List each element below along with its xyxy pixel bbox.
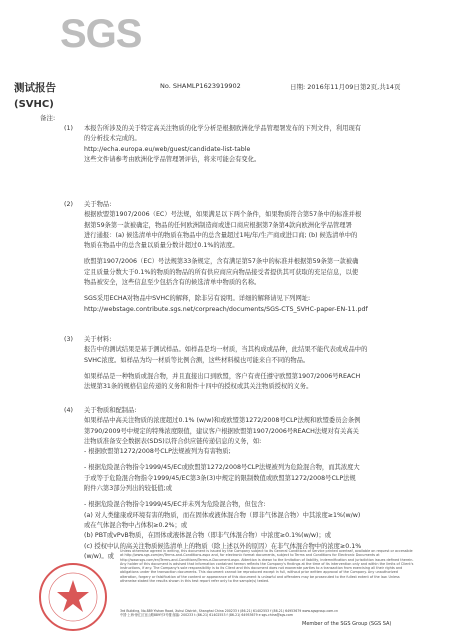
- section-1-line: 的分析技术完成的。: [84, 135, 141, 143]
- section-1-line: 这些文件请参考由欧洲化学品管理署评估，将来可能会有变化。: [84, 155, 261, 163]
- section-4-line: - 根据欧盟第1272/2008号CLP法规被列为有害物质;: [84, 448, 231, 456]
- section-1-line: 本报告所涉及的关于特定高关注物质的化学分析是根据欧洲化学品管理署发布的下列文件，利用现有: [84, 125, 362, 132]
- section-4-line: (w/w)。或: [84, 552, 114, 560]
- section-4-line: 注物质准备安全数据表(SDS)以符合供应链传递信息的义务，如:: [84, 437, 262, 445]
- report-title: 测试报告: [14, 82, 56, 94]
- section-2-line: 欧盟第1907/2006（EC）号法规第33条规定，含有满足第57条中的标准并根据第59条第一款被确: [84, 258, 359, 266]
- section-4-line: 如果样品中高关注物质的浓度超过0.1% (w/w)和或欧盟第1272/2008号CLP法规和欧盟委员会条例: [84, 417, 361, 425]
- section-1-number: (1): [64, 125, 73, 132]
- section-2-line: 据第59条第一款被确定，物品的任何欧洲制造商或进口商应根据第7条第4款向欧洲化学品管理署: [84, 221, 352, 229]
- report-number: No. SHAMLP1623919902: [160, 82, 241, 90]
- section-4-heading: 关于物质和配制品:: [84, 407, 137, 414]
- section-4-line: 于或等于危险混合物指令1999/45/EC第3条(3)中规定的限制数值或欧盟第1272/2008号CLP法规: [84, 474, 356, 482]
- section-2-line: 根据欧盟第1907/2006（EC）号法规，如果满足以下两个条件，如果物质符合第57条中的标准并根: [84, 211, 362, 219]
- section-3-line: SVHC浓度。如样品为均一材质等比例合测，这些材料模也可能来自不同的物品。: [84, 356, 310, 364]
- terms-fine-print: Unless otherwise agreed in writing, this document is issued by the Company subject to its General Conditions of Service printed overleaf, available on request or accessible at http://www.sgs.com/en/Terms-and-Conditions.aspx and, for electronic format documents, subject to Terms and Conditions for Electronic Documents at http://www.sgs.com/en/Terms-and-Conditions/Terms-e-Document.aspx. Attention is drawn to the limitation of liability, indemnification and jurisdiction issues defined therein. Any holder of this document is advised that information contained hereon reflects the Company's findings at the time of its intervention only and within the limits of Client's instructions, if any. The Company's sole responsibility is to its Client and this document does not exonerate parties to a transaction from exercising all their rights and obligations under the transaction documents. This document cannot be reproduced except in full, without prior written approval of the Company. Any unauthorized alteration, forgery or falsification of the content or appearance of this document is unlawful and offenders may be prosecuted to the fullest extent of the law. Unless otherwise stated the results shown in this test report refer only to the sample(s) tested.: [120, 549, 414, 584]
- section-4-line: 附件六第3部分列出的较低值;或: [84, 485, 172, 493]
- sgs-logo: SGS: [60, 12, 142, 56]
- section-4-line: - 根据危险混合物指令1999/45/EC并未列为危险混合物，但包含:: [84, 501, 266, 509]
- section-3-line: 法规第31条的规格信息传递的义务和附件十四中的授权或其关注物质授权的义务。: [84, 383, 313, 391]
- section-4-line: 或在气体混合物中占体积≥0.2%；或: [84, 521, 188, 529]
- section-2-line: 物质在物品中的总含量以质量分数计超过0.1%的浓度。: [84, 242, 239, 250]
- section-2-url[interactable]: http://webstage.contribute.sgs.net/corpreach/documents/SGS-CTS_SVHC-paper-EN-11.pdf: [84, 305, 368, 313]
- section-2-number: (2): [64, 201, 73, 208]
- company-address: [120, 609, 438, 617]
- section-3-line: 如果样品是一种物质或混合物，并且直接出口到欧盟，客户有责任遵守欧盟第1907/2006号REACH: [84, 372, 361, 380]
- section-2-line: 物品被安全，这些信息至少包括含有的候选清单中物质的名称。: [84, 279, 261, 287]
- remark-label: 备注:: [40, 114, 56, 122]
- address-english: 3rd Building, No.889 Yishan Road, Xuhui District, Shanghai China 200233 t (86-21) 61402553 f (86-21) 64953679 www.sgsgroup.com.cn: [120, 609, 339, 613]
- section-3-heading: 关于材料:: [84, 336, 112, 343]
- section-4-number: (4): [64, 407, 73, 414]
- section-2-line: 进行通报：(a) 候选清单中的物质在物品中的总含量超过1吨/年/生产商或进口商; (b) 候选清单中的: [84, 231, 358, 239]
- page-number: 第2页,共14页: [360, 83, 401, 91]
- section-2-line: 定且质量分数大于0.1%的物质的物品的所有供应商应向物品接受者提供其可获取的充足信息，以使: [84, 268, 359, 276]
- section-3-number: (3): [64, 336, 73, 343]
- section-4-line: 第790/2009号中规定的特殊浓度限值，建议客户根据欧盟第1907/2006号REACH法规对有关高关: [84, 427, 359, 435]
- section-2-heading: 关于物品:: [84, 201, 112, 208]
- section-4-line: (c) 授权中认的高关注物质候选清单上的物质（除上述以外的原因）在非气体混合物中的浓度≥0.1%: [84, 542, 362, 550]
- report-subtitle: (SVHC): [14, 99, 54, 110]
- section-2-line: SGS采用ECHA对物品中SVHC的解释，除非另有说明。详细的解释请见下列网址:: [84, 295, 311, 303]
- section-3: [84, 335, 418, 392]
- section-4: [84, 406, 418, 562]
- company-seal: [36, 560, 110, 634]
- section-4-line: (a) 对人类健康或环境有害的物质，而在固体或液体混合物（即非气体混合物）中其浓度≥1%(w/w): [84, 511, 361, 519]
- member-note: Member of the SGS Group (SGS SA): [302, 621, 392, 627]
- section-4-line: (b) PBT或vPvB物质，在固体或液体混合物（即非气体混合物）中浓度≥0.1%(w/w)；或: [84, 532, 332, 540]
- section-1: [84, 124, 418, 165]
- report-date: 日期: 2016年11月09日: [290, 83, 360, 91]
- address-chinese: 中国·上海·徐汇区宜山路889号3号楼 邮编: 200233 t (86-21) 61402553 f (86-21) 64953679 e sgs.china@sgs.com: [120, 613, 293, 617]
- section-1-url[interactable]: http://echa.europa.eu/web/guest/candidate-list-table: [84, 145, 251, 153]
- section-4-line: - 根据危险混合物指令1999/45/EC或欧盟第1272/2008号CLP法规被列为危险混合物，而其浓度大: [84, 464, 360, 472]
- section-3-line: 报告中的测试结果是基于测试样品。如样品是均一材质，当其构成或品种，此结果不能代表或成品中的: [84, 346, 368, 354]
- section-2: [84, 200, 418, 315]
